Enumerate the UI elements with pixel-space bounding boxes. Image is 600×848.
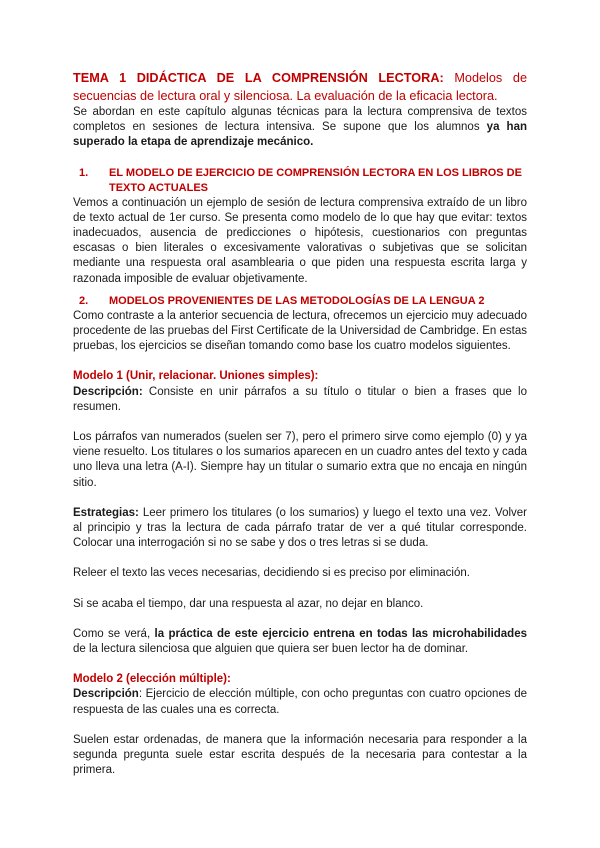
modelo-1-strategies-label: Estrategias: [73, 506, 139, 519]
section-2-heading [73, 294, 527, 309]
modelo-2-description-label: Descripción [73, 688, 139, 701]
section-2-title: MODELOS PROVENIENTES DE LAS METODOLOGÍAS DE LA LENGUA 2 [109, 294, 485, 307]
section-2-number: 2. [79, 294, 89, 307]
modelo-1-description-text: Consiste en unir párrafos a su título o titular o bien a frases que lo resumen. [73, 385, 527, 413]
intro-bold: ya han superado la etapa de aprendizaje mecánico. [73, 121, 528, 149]
modelo-1-strategies-text: Leer primero los titulares (o los sumarios) y luego el texto una vez. Volver al principio y tras la lectura de cada párrafo tratar de ver a qué titular corresponde. Colocar una interrogación si no se sabe y dos o tres letras si se duda. [73, 506, 527, 550]
modelo-1-paragraph-numbering: Los párrafos van numerados (suelen ser 7), pero el primero sirve como ejemplo (0) y ya viene resuelto. Los titulares o los sumarios aparecen en un cuadro antes del texto y cada uno lleva una letra (A-I). Siempre hay un titular o sumario extra que no encaja en ningún sitio. [73, 431, 527, 489]
document-title [73, 69, 527, 105]
modelo-1-conclusion [73, 627, 527, 657]
intro-text: Se abordan en este capítulo algunas técnicas para la lectura comprensiva de textos completos en sesiones de lectura intensiva. Se supone que los alumnos [73, 106, 527, 134]
intro-paragraph [73, 105, 527, 151]
section-1-body: Vemos a continuación un ejemplo de sesión de lectura comprensiva extraído de un libro de texto actual de 1er curso. Se presenta como modelo de lo que hay que evitar: textos inadecuados, ausencia de predicciones o hipótesis, cuestionarios con preguntas escasas o bien literales o excesivamente valorativas o subjetivas que se solicitan mediante una respuesta oral asamblearia o que piden una respuesta escrita larga y razonada imposible de evaluar objetivamente. [73, 196, 527, 285]
modelo-2-description [73, 687, 527, 717]
modelo-2-description-text: : Ejercicio de elección múltiple, con ocho preguntas con cuatro opciones de respuesta de las cuales una es correcta. [73, 688, 527, 716]
modelo-2-order: Suelen estar ordenadas, de manera que la información necesaria para responder a la segunda pregunta suele estar escrita después de la necesaria para contestar a la primera. [73, 733, 527, 777]
section-2-body: Como contraste a la anterior secuencia de lectura, ofrecemos un ejercicio muy adecuado procedente de las pruebas del First Certificate de la Universidad de Cambridge. En estas pruebas, los ejercicios se diseñan tomando como base los cuatro modelos siguientes. [73, 309, 527, 353]
section-1-title: EL MODELO DE EJERCICIO DE COMPRENSIÓN LECTORA EN LOS LIBROS DE TEXTO ACTUALES [109, 166, 522, 194]
modelo-1-description [73, 385, 527, 415]
modelo-1-conclusion-post: de la lectura silenciosa que alguien que quiera ser buen lector ha de dominar. [73, 643, 469, 656]
modelo-1-reread: Releer el texto las veces necesarias, decidiendo si es preciso por eliminación. [73, 567, 470, 580]
title-topic: TEMA 1 DIDÁCTICA DE LA COMPRENSIÓN LECTORA: [73, 71, 444, 85]
modelo-1-conclusion-pre: Como se verá, [73, 627, 155, 640]
title-subtitle: Modelos de secuencias de lectura oral y silenciosa. La evaluación de la eficacia lectora. [73, 71, 527, 103]
modelo-1-conclusion-bold: la práctica de este ejercicio entrena en todas las microhabilidades [154, 627, 527, 640]
section-1-number: 1. [79, 166, 89, 179]
modelo-1-heading: Modelo 1 (Unir, relacionar. Uniones simples): [73, 370, 319, 383]
modelo-1-description-label: Descripción: [73, 385, 143, 398]
section-1-heading [73, 166, 527, 196]
modelo-1-strategies [73, 506, 527, 552]
modelo-1-time: Si se acaba el tiempo, dar una respuesta al azar, no dejar en blanco. [73, 597, 424, 610]
modelo-2-heading: Modelo 2 (elección múltiple): [73, 673, 231, 686]
